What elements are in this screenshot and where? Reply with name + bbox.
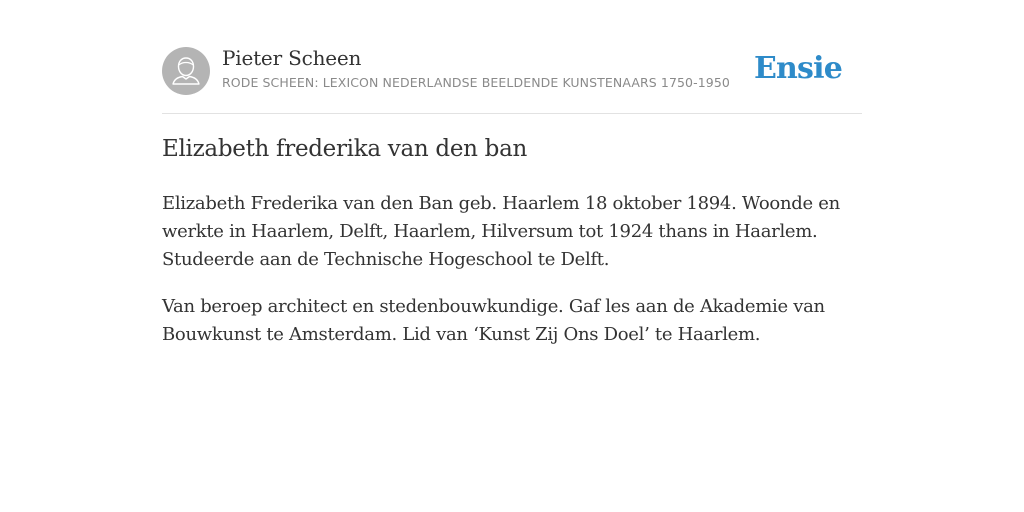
article-paragraph: Van beroep architect en stedenbouwkundige. Gaf les aan de Akademie van Bouwkunst te Amsterdam. Lid van ‘Kunst Zij Ons Doel’ te Haarlem.	[162, 296, 825, 345]
author-name[interactable]: Pieter Scheen	[222, 46, 362, 70]
header-divider	[162, 113, 862, 114]
article-header	[162, 44, 862, 98]
source-title[interactable]: RODE SCHEEN: LEXICON NEDERLANDSE BEELDENDE KUNSTENAARS 1750-1950	[222, 75, 730, 90]
user-icon	[162, 47, 210, 95]
ensie-logo[interactable]: Ensie	[753, 51, 842, 86]
article-paragraph: Elizabeth Frederika van den Ban geb. Haarlem 18 oktober 1894. Woonde en werkte in Haarlem, Delft, Haarlem, Hilversum tot 1924 thans in Haarlem. Studeerde aan de Technische Hogeschool te Delft.	[162, 193, 840, 270]
article-body	[162, 190, 862, 368]
article-title: Elizabeth frederika van den ban	[162, 136, 528, 162]
author-avatar[interactable]	[162, 47, 210, 95]
